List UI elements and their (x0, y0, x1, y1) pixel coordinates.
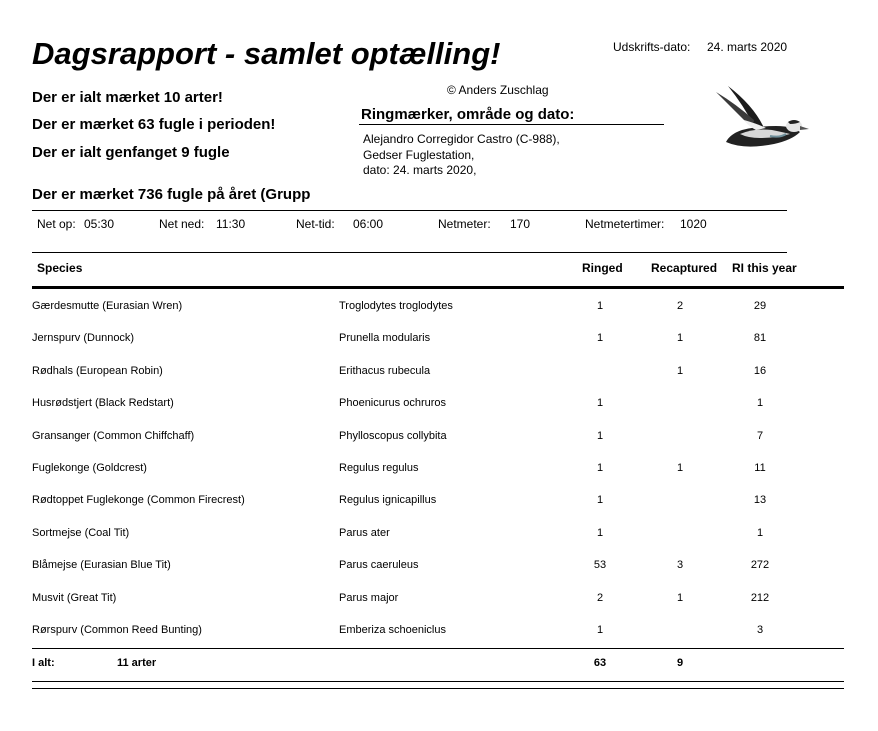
summary-species-marked: Der er ialt mærket 10 arter! (32, 89, 223, 106)
total-rule (32, 648, 844, 649)
ringed-count: 1 (596, 429, 604, 442)
year-count: 13 (753, 494, 767, 507)
scientific-name: Regulus regulus (339, 462, 419, 474)
table-row (0, 592, 878, 624)
scientific-name: Parus major (339, 591, 399, 604)
species-name: Sortmejse (Coal Tit) (32, 526, 130, 539)
scientific-name: Prunella modularis (339, 332, 431, 345)
bottom-rule (32, 681, 844, 682)
ringed-count: 1 (596, 526, 604, 539)
year-count: 81 (753, 332, 767, 345)
ringed-count: 1 (596, 462, 604, 474)
recaptured-count: 2 (676, 300, 684, 312)
ringed-count: 1 (596, 397, 604, 410)
net-time-label: Net-tid: (296, 217, 335, 231)
species-name: Fuglekonge (Goldcrest) (32, 462, 147, 474)
species-name: Gærdesmutte (Eurasian Wren) (32, 300, 183, 312)
scientific-name: Phoenicurus ochruros (339, 397, 447, 410)
col-header-ringed: Ringed (582, 261, 623, 275)
recaptured-count: 1 (676, 364, 684, 377)
scientific-name: Parus caeruleus (339, 559, 419, 572)
summary-recaptured: Der er ialt genfanget 9 fugle (32, 144, 230, 161)
year-count: 272 (750, 559, 770, 572)
total-ringed: 63 (593, 657, 607, 669)
year-count: 1 (756, 397, 764, 410)
year-count: 29 (753, 300, 767, 312)
col-header-year: RI this year (732, 261, 797, 275)
year-count: 1 (756, 526, 764, 539)
copyright-text: © Anders Zuschlag (447, 83, 549, 97)
scientific-name: Parus ater (339, 526, 390, 539)
report-title: Dagsrapport - samlet optælling! (32, 36, 501, 71)
species-name: Blåmejse (Eurasian Blue Tit) (32, 559, 171, 572)
recaptured-count: 3 (676, 559, 684, 572)
species-name: Rørspurv (Common Reed Bunting) (32, 624, 202, 636)
ringed-count: 53 (593, 559, 607, 572)
net-hours-label: Netmetertimer: (585, 217, 665, 231)
divider (32, 210, 787, 211)
ringed-count: 1 (596, 332, 604, 345)
net-time-value: 06:00 (353, 217, 384, 231)
total-species: 11 arter (117, 657, 157, 669)
net-meter-label: Netmeter: (438, 217, 491, 231)
bottom-rule (32, 688, 844, 689)
ringer-place: Gedser Fuglestation, (363, 148, 475, 162)
summary-year-total: Der er mærket 736 fugle på året (Grupp (32, 186, 311, 203)
total-label: I alt: (32, 657, 55, 669)
species-name: Rødtoppet Fuglekonge (Common Firecrest) (32, 494, 245, 507)
recaptured-count: 1 (676, 332, 684, 345)
table-row (0, 527, 878, 559)
ringer-heading: Ringmærker, område og dato: (361, 106, 575, 123)
ringed-count: 1 (596, 300, 604, 312)
ringed-count: 2 (596, 591, 604, 604)
net-meter-value: 170 (510, 217, 531, 231)
col-header-species: Species (37, 261, 83, 275)
ringed-count: 1 (596, 494, 604, 507)
print-date-value: 24. marts 2020 (707, 40, 788, 54)
net-down-label: Net ned: (159, 217, 205, 231)
species-name: Rødhals (European Robin) (32, 364, 163, 377)
year-count: 212 (750, 591, 770, 604)
ringed-count: 1 (596, 624, 604, 636)
table-row (0, 397, 878, 429)
year-count: 11 (754, 462, 766, 474)
ringer-name: Alejandro Corregidor Castro (C-988), (363, 132, 560, 146)
table-row (0, 365, 878, 397)
year-count: 16 (753, 364, 767, 377)
species-name: Gransanger (Common Chiffchaff) (32, 429, 195, 442)
net-down-value: 11:30 (216, 217, 246, 231)
recaptured-count: 1 (676, 462, 684, 474)
species-name: Husrødstjert (Black Redstart) (32, 397, 174, 410)
table-row (0, 559, 878, 591)
header-rule (32, 286, 844, 289)
print-date-label: Udskrifts-dato: (613, 40, 691, 54)
table-row (0, 430, 878, 462)
col-header-recaptured: Recaptured (651, 261, 718, 275)
table-row (0, 624, 878, 656)
table-row (0, 494, 878, 526)
divider (32, 252, 787, 253)
species-name: Musvit (Great Tit) (32, 591, 117, 604)
scientific-name: Troglodytes troglodytes (339, 300, 453, 312)
table-row (0, 462, 878, 494)
recaptured-count: 1 (676, 591, 684, 604)
scientific-name: Emberiza schoeniclus (339, 624, 446, 636)
ringer-underline (359, 124, 664, 125)
table-row (0, 300, 878, 332)
total-recaptured: 9 (676, 657, 684, 669)
scientific-name: Erithacus rubecula (339, 364, 431, 377)
net-hours-value: 1020 (680, 217, 707, 231)
year-count: 7 (756, 429, 764, 442)
summary-birds-period: Der er mærket 63 fugle i perioden! (32, 116, 276, 133)
year-count: 3 (756, 624, 764, 636)
ringer-date: dato: 24. marts 2020, (363, 163, 477, 177)
scientific-name: Regulus ignicapillus (339, 494, 437, 507)
eider-duck-icon (710, 80, 810, 150)
scientific-name: Phylloscopus collybita (339, 429, 447, 442)
table-row (0, 332, 878, 364)
net-up-value: 05:30 (84, 217, 115, 231)
net-up-label: Net op: (37, 217, 76, 231)
species-name: Jernspurv (Dunnock) (32, 332, 135, 345)
